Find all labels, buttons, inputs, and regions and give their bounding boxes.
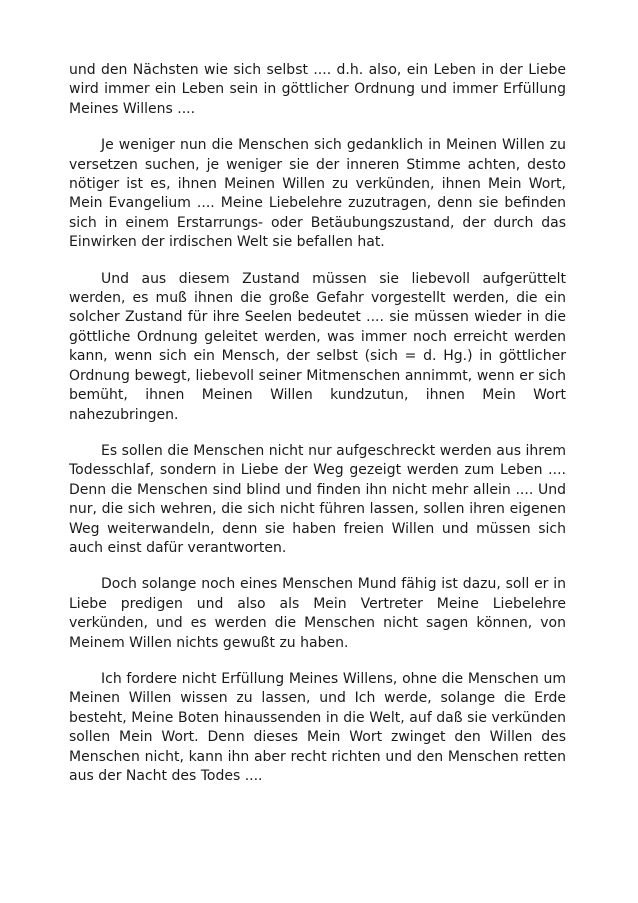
paragraph-5: Doch solange noch eines Menschen Mund fähig ist dazu, soll er in Liebe predigen und also als Mein Vertreter Meine Liebelehre verkünden, und es werden die Menschen nicht sagen können, von Meinem Willen nichts gewußt zu haben. — [69, 576, 566, 651]
paragraph-1: und den Nächsten wie sich selbst .... d.h. also, ein Leben in der Liebe wird immer ein Leben sein in göttlicher Ordnung und immer Erfüllung Meines Willens .... — [69, 62, 566, 117]
paragraph-4: Es sollen die Menschen nicht nur aufgeschreckt werden aus ihrem Todesschlaf, sondern in Liebe der Weg gezeigt werden zum Leben .... Denn die Menschen sind blind und finden ihn nicht mehr allein .... Und nur, die sich wehren, die sich nicht führen lassen, sollen ihren eigenen Weg weiterwandeln, denn sie haben freien Willen und müssen sich auch einst dafür verantworten. — [69, 442, 566, 556]
document-body — [69, 61, 566, 803]
paragraph-2: Je weniger nun die Menschen sich gedanklich in Meinen Willen zu versetzen suchen, je weniger sie der inneren Stimme achten, desto nötiger ist es, ihnen Meinen Willen zu verkünden, ihnen Mein Wort, Mein Evangelium .... Meine Liebelehre zuzutragen, denn sie befinden sich in einem Erstarrungs- oder Betäubungszustand, der durch das Einwirken der irdischen Welt sie befallen hat. — [69, 137, 566, 251]
paragraph-6: Ich fordere nicht Erfüllung Meines Willens, ohne die Menschen um Meinen Willen wissen zu lassen, und Ich werde, solange die Erde besteht, Meine Boten hinaussenden in die Welt, auf daß sie verkünden sollen Mein Wort. Denn dieses Mein Wort zwinget den Willen des Menschen nicht, kann ihn aber recht richten und den Menschen retten aus der Nacht des Todes .... — [69, 670, 566, 784]
paragraph-3: Und aus diesem Zustand müssen sie liebevoll aufgerüttelt werden, es muß ihnen die große Gefahr vorgestellt werden, die ein solcher Zustand für ihre Seelen bedeutet .... sie müssen wieder in die göttliche Ordnung geleitet werden, was immer noch erreicht werden kann, wenn sich ein Mensch, der selbst (sich = d. Hg.) in göttlicher Ordnung bewegt, liebevoll seiner Mitmenschen annimmt, wenn er sich bemüht, ihnen Meinen Willen kundzutun, ihnen Mein Wort nahezubringen. — [69, 270, 566, 423]
